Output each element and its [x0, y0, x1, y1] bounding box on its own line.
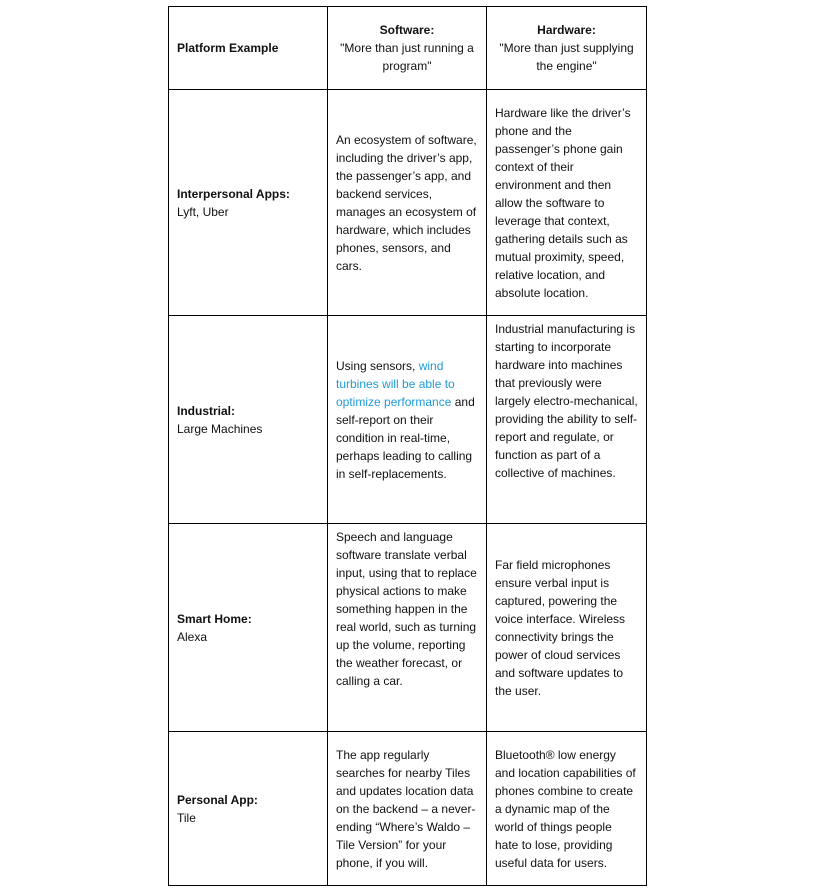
software-cell: The app regularly searches for nearby Tiles and updates location data on the backend – a never-ending “Where’s Waldo – Tile Version” for your phone, if you will. [328, 732, 487, 886]
header-software-title: Software: [379, 23, 435, 37]
software-cell: Speech and language software translate verbal input, using that to replace physical actions to make something happen in the real world, such as turning up the volume, reporting the weather forecast, or calling a car. [328, 524, 487, 732]
software-cell [328, 316, 487, 524]
platform-cell [169, 524, 328, 732]
platform-name: Personal App: [177, 792, 258, 807]
table-row [169, 732, 647, 886]
platform-name: Interpersonal Apps: [177, 186, 290, 201]
platform-example: Tile [177, 810, 196, 825]
software-cell: An ecosystem of software, including the driver’s app, the passenger’s app, and backend services, manages an ecosystem of hardware, which includes phones, sensors, and cars. [328, 90, 487, 316]
software-text-pre: Using sensors, [336, 358, 419, 373]
table-row [169, 524, 647, 732]
platform-cell [169, 316, 328, 524]
table-row [169, 316, 647, 524]
wind-turbines-link[interactable]: wind turbines will be able to optimize performance [336, 358, 455, 409]
software-text-post: and self-report on their condition in real-time, perhaps leading to calling in self-replacements. [336, 394, 475, 481]
hardware-cell: Industrial manufacturing is starting to incorporate hardware into machines that previously were largely electro-mechanical, providing the ability to self-report and regulate, or function as part of a collective of machines. [487, 316, 647, 524]
header-hardware [487, 7, 647, 90]
header-software-quote: "More than just running a program" [340, 41, 474, 73]
platform-name: Industrial: [177, 403, 236, 418]
header-platform [169, 7, 328, 90]
hardware-cell: Bluetooth® low energy and location capabilities of phones combine to create a dynamic map of the world of things people hate to lose, providing useful data for users. [487, 732, 647, 886]
hardware-cell: Far field microphones ensure verbal input is captured, powering the voice interface. Wireless connectivity brings the power of cloud services and software updates to the user. [487, 524, 647, 732]
table-row [169, 90, 647, 316]
platform-name: Smart Home: [177, 611, 252, 626]
header-hardware-quote: "More than just supplying the engine" [499, 41, 634, 73]
header-row [169, 7, 647, 90]
header-platform-label: Platform Example [177, 41, 279, 55]
header-hardware-title: Hardware: [537, 23, 596, 37]
platform-example: Alexa [177, 629, 208, 644]
platform-comparison-table [168, 6, 647, 886]
platform-cell [169, 90, 328, 316]
header-software [328, 7, 487, 90]
platform-cell [169, 732, 328, 886]
platform-example: Large Machines [177, 421, 263, 436]
hardware-cell: Hardware like the driver’s phone and the passenger’s phone gain context of their environment and then allow the software to leverage that context, gathering details such as mutual proximity, speed, relative location, and absolute location. [487, 90, 647, 316]
platform-example: Lyft, Uber [177, 204, 229, 219]
